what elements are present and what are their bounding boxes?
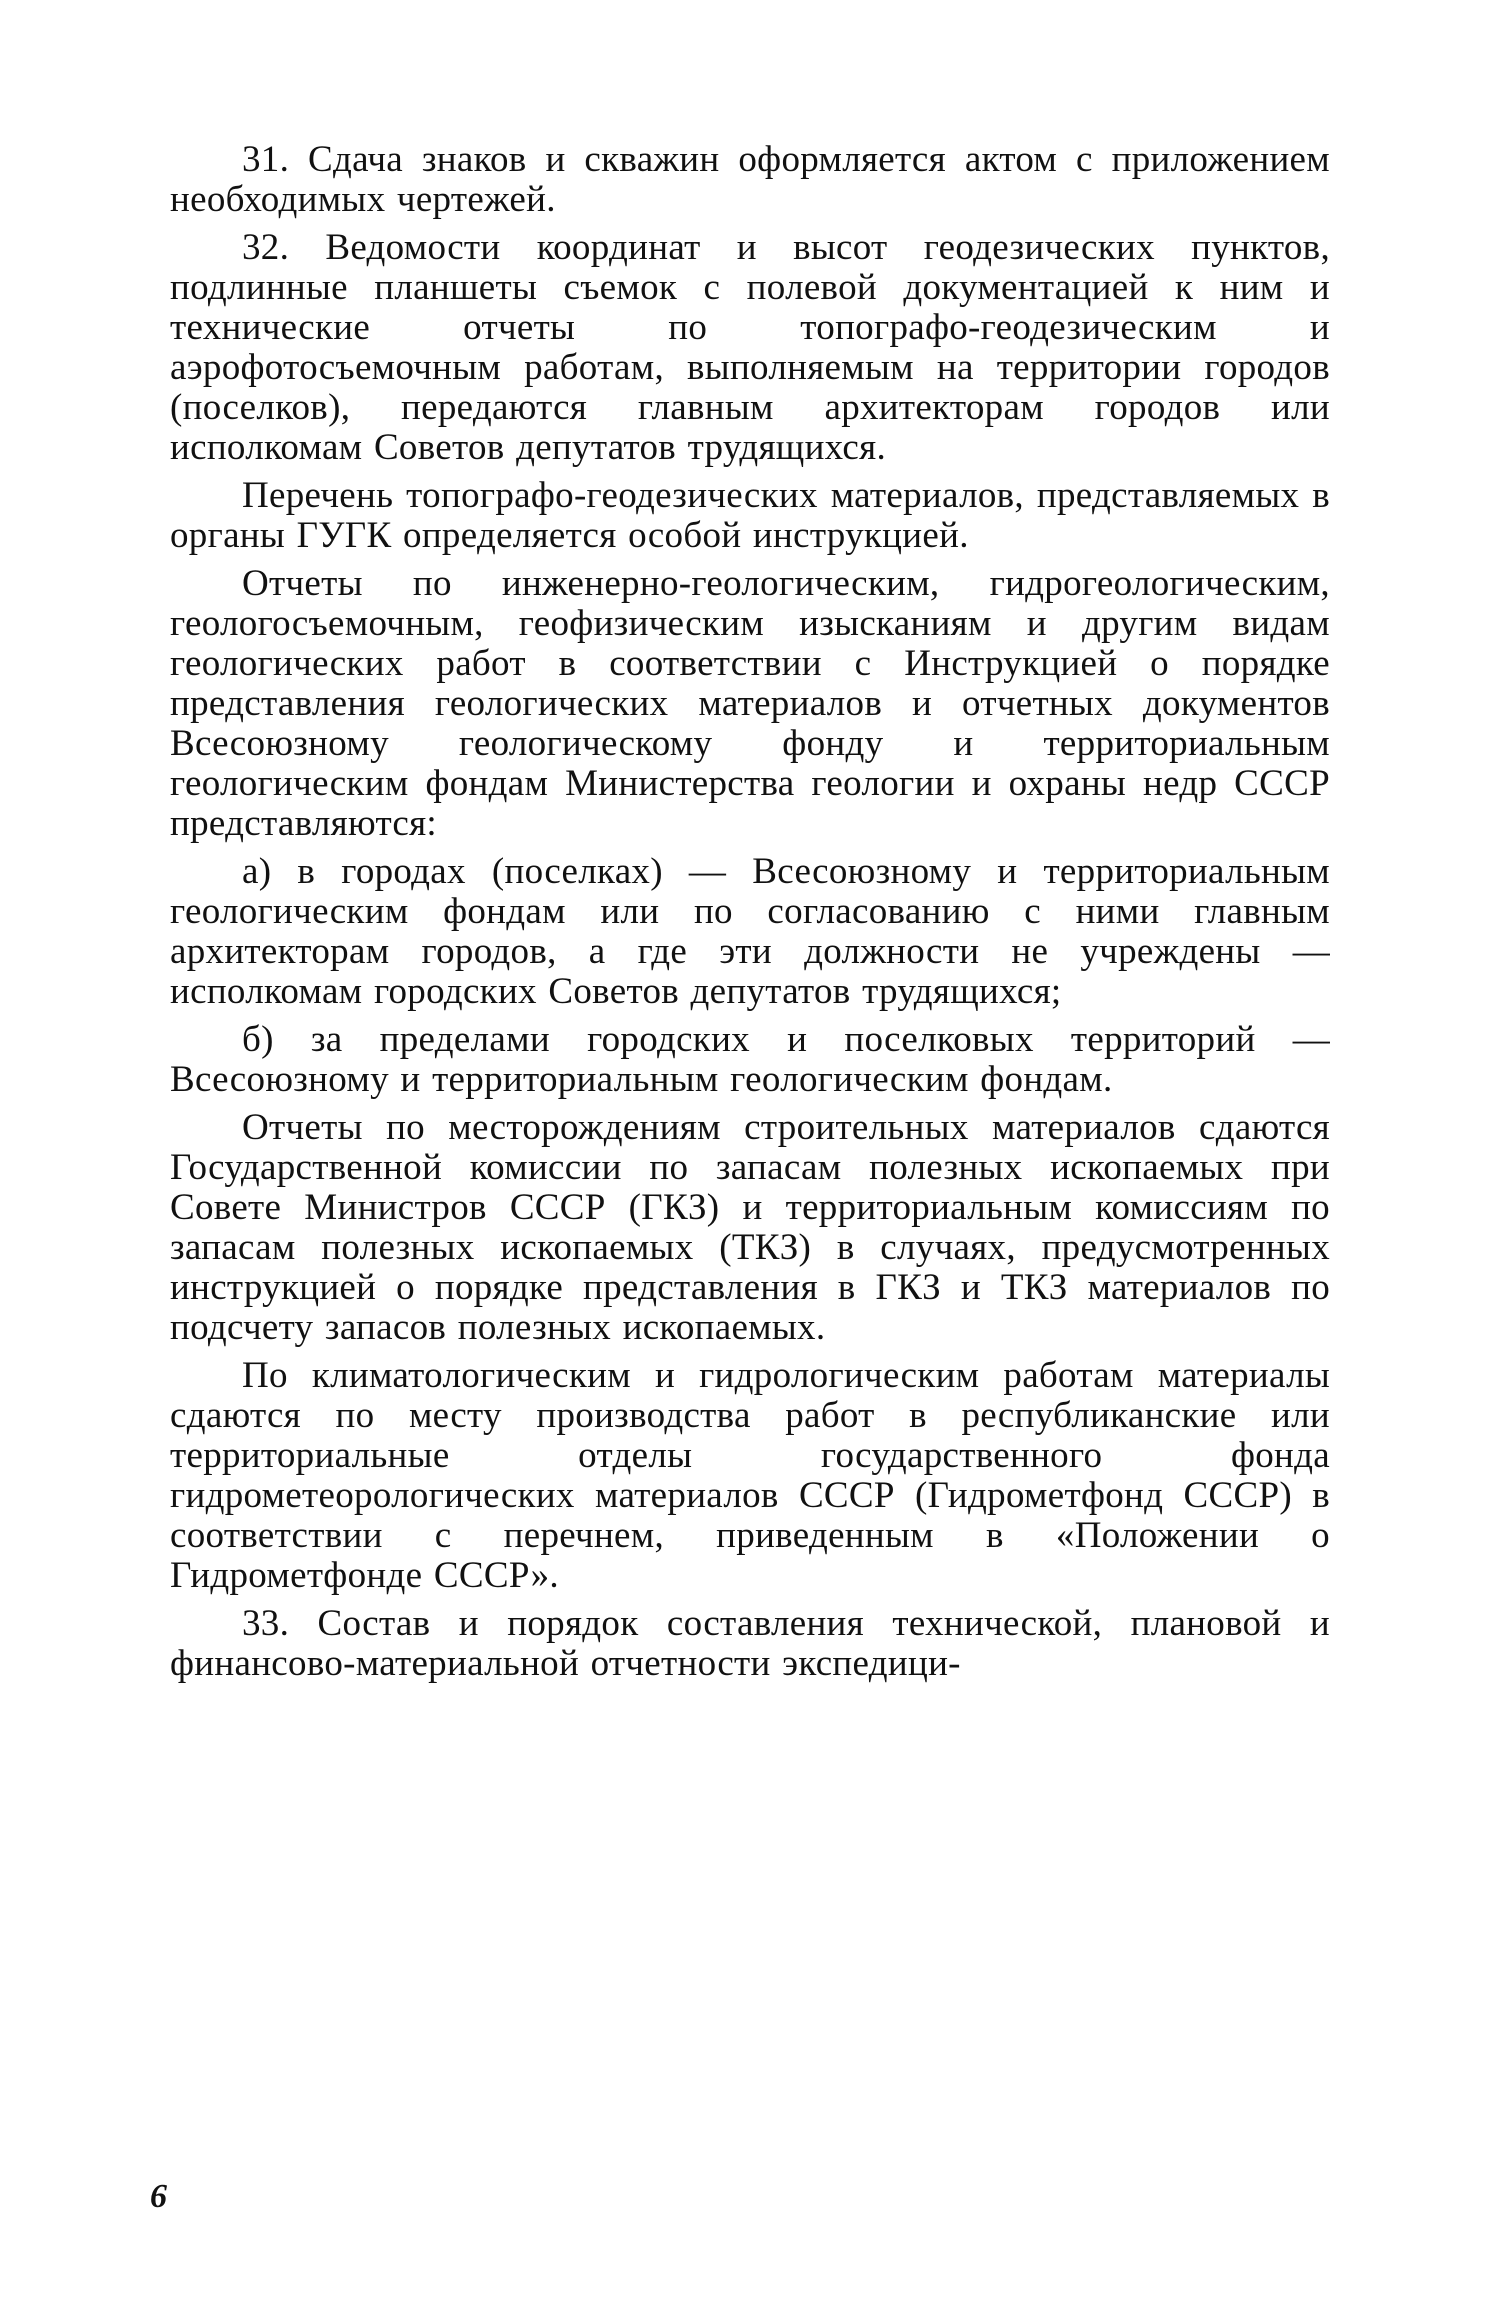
paragraph-31: 31. Сдача знаков и скважин оформляется актом с приложением необходимых чертежей. [170, 139, 1330, 220]
paragraph-topo-list: Перечень топографо-геодезических материалов, представляемых в органы ГУГК определяется особой инструкцией. [170, 475, 1330, 556]
page-number: 6 [150, 2178, 167, 2215]
paragraph-geology-reports: Отчеты по инженерно-геологическим, гидрогеологическим, геологосъемочным, геофизическим изысканиям и другим видам геологических работ в соответствии с Инструкцией о порядке представления геологических материалов и отчетных документов Всесоюзному геологическому фонду и территориальным геологическим фондам Министерства геологии и охраны недр СССР представляются: [170, 563, 1330, 844]
paragraph-33: 33. Состав и порядок составления технической, плановой и финансово-материальной отчетности экспедици- [170, 1603, 1330, 1684]
body-text [170, 140, 1330, 1692]
paragraph-building-materials: Отчеты по месторождениям строительных материалов сдаются Государственной комиссии по запасам полезных ископаемых при Совете Министров СССР (ГКЗ) и территориальным комиссиям по запасам полезных ископаемых (ТКЗ) в случаях, предусмотренных инструкцией о порядке представления в ГКЗ и ТКЗ материалов по подсчету запасов полезных ископаемых. [170, 1107, 1330, 1348]
paragraph-32: 32. Ведомости координат и высот геодезических пунктов, подлинные планшеты съемок с полевой документацией к ним и технические отчеты по топографо-геодезическим и аэрофотосъемочным работам, выполняемым на территории городов (поселков), передаются главным архитекторам городов или исполкомам Советов депутатов трудящихся. [170, 227, 1330, 468]
paragraph-item-b: б) за пределами городских и поселковых территорий — Всесоюзному и территориальным геологическим фондам. [170, 1019, 1330, 1100]
paragraph-climatology: По климатологическим и гидрологическим работам материалы сдаются по месту производства работ в республиканские или территориальные отделы государственного фонда гидрометеорологических материалов СССР (Гидрометфонд СССР) в соответствии с перечнем, приведенным в «Положении о Гидрометфонде СССР». [170, 1355, 1330, 1596]
paragraph-item-a: а) в городах (поселках) — Всесоюзному и территориальным геологическим фондам или по согласованию с ними главным архитекторам городов, а где эти должности не учреждены — исполкомам городских Советов депутатов трудящихся; [170, 851, 1330, 1012]
